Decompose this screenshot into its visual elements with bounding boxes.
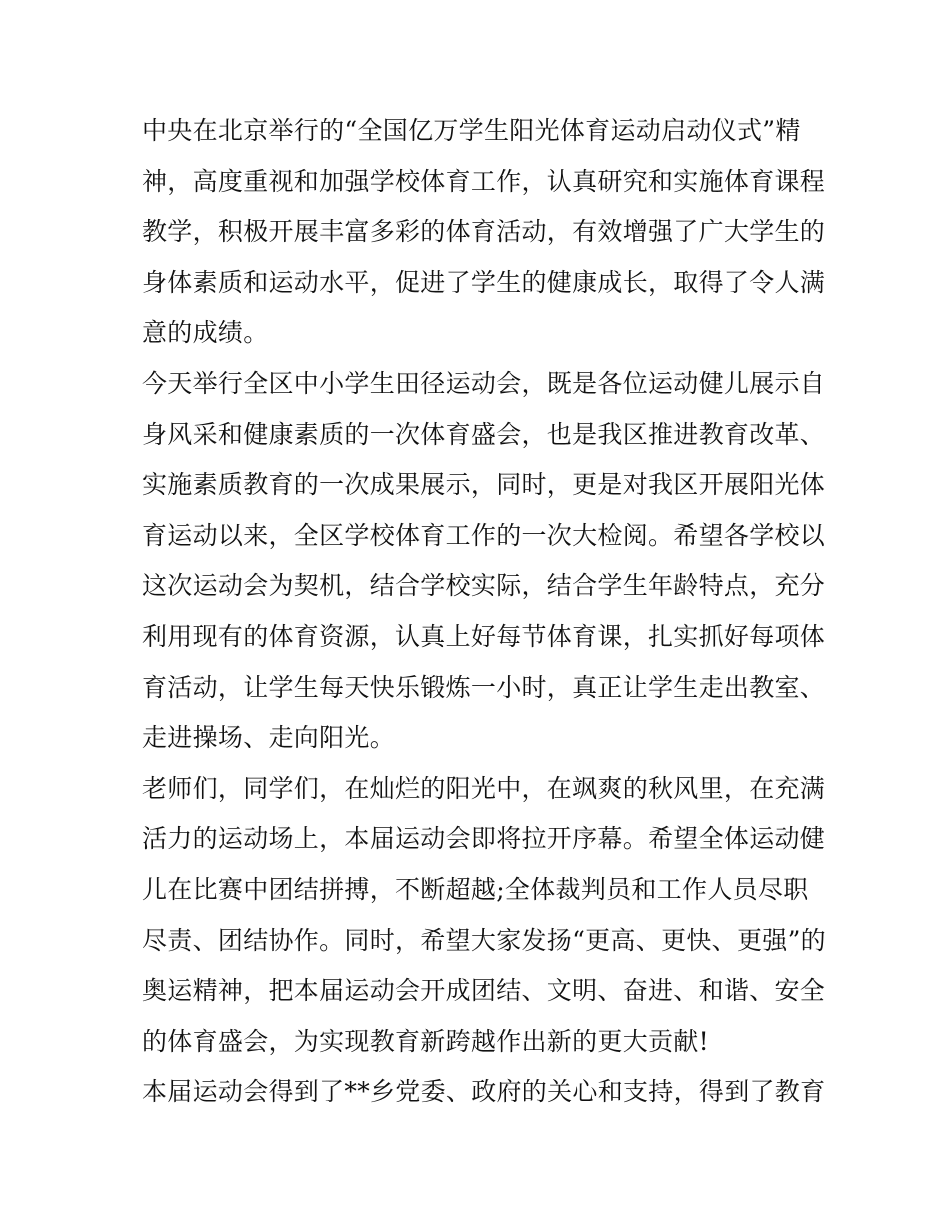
text-line: 活力的运动场上，本届运动会即将拉开序幕。希望全体运动健 — [142, 824, 826, 854]
text-line: 实施素质教育的一次成果展示，同时，更是对我区开展阳光体 — [142, 470, 826, 500]
text-line: 儿在比赛中团结拼搏，不断超越;全体裁判员和工作人员尽职 — [142, 874, 809, 904]
text-line: 老师们，同学们，在灿烂的阳光中，在飒爽的秋风里，在充满 — [142, 773, 826, 803]
text-line: 意的成绩。 — [142, 318, 269, 348]
text-line: 奥运精神，把本届运动会开成团结、文明、奋进、和谐、安全 — [142, 976, 826, 1006]
text-line: 尽责、团结协作。同时，希望大家发扬“更高、更快、更强”的 — [142, 925, 826, 955]
body-text — [142, 106, 826, 1118]
text-line: 教学，积极开展丰富多彩的体育活动，有效增强了广大学生的 — [142, 217, 826, 247]
text-line: 今天举行全区中小学生田径运动会，既是各位运动健儿展示自 — [142, 368, 826, 398]
text-line: 身体素质和运动水平，促进了学生的健康成长，取得了令人满 — [142, 267, 826, 297]
text-line: 育运动以来，全区学校体育工作的一次大检阅。希望各学校以 — [142, 520, 826, 550]
text-line: 走进操场、走向阳光。 — [142, 723, 396, 753]
text-line: 这次运动会为契机，结合学校实际，结合学生年龄特点，充分 — [142, 571, 826, 601]
text-line: 的体育盛会，为实现教育新跨越作出新的更大贡献! — [142, 1026, 709, 1056]
text-line: 中央在北京举行的“全国亿万学生阳光体育运动启动仪式”精 — [142, 116, 801, 145]
text-line: 神，高度重视和加强学校体育工作，认真研究和实施体育课程 — [142, 166, 826, 196]
text-line: 利用现有的体育资源，认真上好每节体育课，扎实抓好每项体 — [142, 621, 826, 651]
text-line: 育活动，让学生每天快乐锻炼一小时，真正让学生走出教室、 — [142, 672, 826, 702]
text-line: 本届运动会得到了**乡党委、政府的关心和支持，得到了教育 — [142, 1077, 826, 1107]
text-line: 身风采和健康素质的一次体育盛会，也是我区推进教育改革、 — [142, 419, 826, 449]
